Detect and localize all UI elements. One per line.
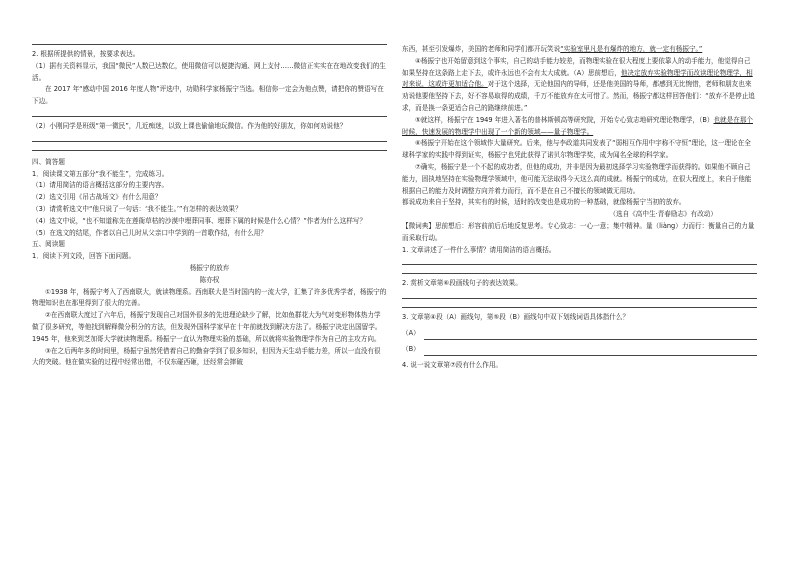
answer-a-line[interactable] [424, 330, 757, 340]
section4-item: （1）请用简洁的语言概括这部分的主要内容。 [32, 181, 169, 190]
article-paragraph-3-continued [402, 44, 757, 56]
answer-a[interactable] [402, 328, 757, 340]
article-author: 陈亦权 [199, 275, 220, 284]
question-3: 3. 文章第④段（A）画线句，第⑤段（B）画线句中双下划线词语具体指什么？ [402, 313, 630, 322]
paragraph-4-text-c: 对于这个选择，无论他国内的导师，还是他美国的导师，都感到无比惋惜，老师和朋友也来劝说他要他坚持下去，好不容易取得的成绩，千万不能放弃在太可惜了。然而，杨振宁都这样回答他们：“放弃不是停止追求，而是换一条更适合自己的路继续前进。” [402, 80, 755, 112]
question-2: 2. 赏析文章第⑥段画线句子的表达效果。 [402, 279, 522, 288]
article-paragraph-6: ⑥杨振宁开始在这个领域作大量研究。后来，他与李政道共同发表了“弱相互作用中宇称不守恒”理论，这一理论在全球科学家的实践中得到证实，杨振宁也凭此获得了诺贝尔物理学奖，成为闻名全球的科学家。 [402, 139, 751, 160]
section4-intro: 1．阅读课文第五部分“我不能生”，完成练习。 [32, 169, 169, 178]
answer-b-line[interactable] [424, 346, 757, 356]
section4-item: （2）选文引用《吊古战场文》有什么用意？ [32, 193, 162, 202]
article-paragraph-4 [402, 56, 757, 115]
article-paragraph-2: ②在西南联大度过了六年后，杨振宁发现自己对国外很多的先进理论缺少了解，比如鱼群花大为气对变形物体热力学做了很多研究，等他找到解释微分积分的方法，但发现外国科学家早在十年前就找到解决方法了。杨振宁决定出国留学。1945 年，他来到芝加哥大学就读物理系。杨振宁一直认为物理实验的基础，所以就将实验物理学作为自己的主攻方向。 [32, 311, 382, 343]
answer-b[interactable] [402, 344, 757, 356]
underlined-sentence-a: 他决定放弃实验物理学而改读理论物理学，相对来说，这或许更加适合他。 [402, 68, 753, 89]
glossary: 【微词典】思前想后：形容前前后后地反复思考。专心致志：一心一意；集中精神。量（liàng）力而行：衡量自己的力量而采取行动。 [402, 221, 755, 242]
underlined-sentence-b: 也就是在那个时候，快速发展的物理学中出现了一个新的领域——量子物理学。 [402, 115, 754, 136]
section5-intro: 1．阅读下列文段，回答下面问题。 [32, 252, 136, 261]
section4-item: （3）请赏析选文中“他只说了一句话：‘我不能生。’”有怎样的表达效果？ [32, 204, 242, 213]
q2-title: 2. 根据所提供的情景，按要求表达。 [32, 50, 140, 58]
paragraph-4-text-a: ④杨振宁也开始留意到这个事实，自己的动手能力较差，而物理实验在很大程度上要依靠人的动手能力，他觉得自己如果坚持在这条路上走下去，或许永远也不会有太大成就。（A）思前想后， [402, 56, 751, 77]
article-paragraph-3: ③在之后两年多的时间里，杨振宁虽然凭借着自己的勤奋学到了很多知识，但因为天生动手能力差，所以一直没有很大的突破。他在做实验的过程中经常出错，不仅东碰西砸，还经常会摔破 [32, 346, 381, 367]
section4-item: （4）选文中说，“也不知道称先在莲衙草枯的沙漠中埋葬同事、埋葬下属的时候是什么心情？”作者为什么这样写？ [32, 216, 367, 225]
article-paragraph-7: ⑦确实，杨振宁是一个不起的成功者，但他的成功，并非是因为最初选择学习实验物理学而获得的。如果他不顾自己能力，固执地坚持在实验物理学领域中，他可能无法取得今天这么高的成就。杨振宁的成功，在很大程度上，来自于他能根据自己的能力及时调整方向并着力而行，而不是在自己不擅长的领域做无用功。 [402, 162, 752, 195]
article-title: 杨振宁的放弃 [189, 263, 230, 272]
question-4: 4. 说一说文章第⑦段有什么作用。 [402, 360, 503, 369]
answer-b-label: （B） [402, 344, 420, 353]
q2-part1: （1）据有关资料显示，我国“微民”人数已达数亿，使用微信可以便捷沟通、网上支付……微信正实实在在地改变我们的生活。 [32, 61, 386, 82]
paragraph-5-text-a: ⑤就这样，杨振宁在 1949 年进入著名的普林斯顿高等研究院，开始专心致志地研究理论物理学，（B） [415, 115, 714, 124]
q2-part2: （2）小刚同学是班级“第一微民”，几近痴迷，以致上课也偷偷地玩微信。作为他的好朋友，你如何劝说他？ [32, 121, 347, 130]
section4-item: （5）在选文的结尾，作者以自己儿时从父亲口中学到的一首歌作结，有什么用？ [32, 228, 267, 237]
q2-part1-b: 在 2017 年“感动中国 2016 年度人物”评选中，功勋科学家杨振宁当选。相信你一定会为他点赞，请把你的赞语写在下边。 [32, 85, 384, 106]
paragraph-3-quote: “实验室里凡是有爆炸的地方，就一定有杨振宁。” [560, 45, 703, 53]
section5-heading: 五、阅读题 [32, 240, 65, 249]
article-source: （选自《高中生·青春励志》有改动） [609, 210, 717, 219]
article-paragraph-1: ①1938 年，杨振宁考入了西南联大，就读物理系。西南联大是当时国内的一流大学，汇集了许多优秀学者，杨振宁的物理知识也在那里得到了很大的完善。 [32, 287, 387, 308]
article-paragraph-5 [402, 115, 757, 139]
answer-a-label: （A） [402, 328, 420, 337]
right-column [402, 44, 757, 371]
left-column [32, 44, 387, 369]
paragraph-3-text: 东西，甚至引发爆炸，美国的老师和同学们都开玩笑说 [402, 45, 561, 53]
question-1: 1. 文章讲述了一件什么事情？请用简洁的语言概括。 [402, 245, 556, 254]
section4-heading: 四、简答题 [32, 157, 65, 166]
article-paragraph-8: 都说成功来自于坚持，其实有的时候，适时的改变也是成功的一种基础，就像杨振宁当初的放弃。 [402, 198, 686, 207]
